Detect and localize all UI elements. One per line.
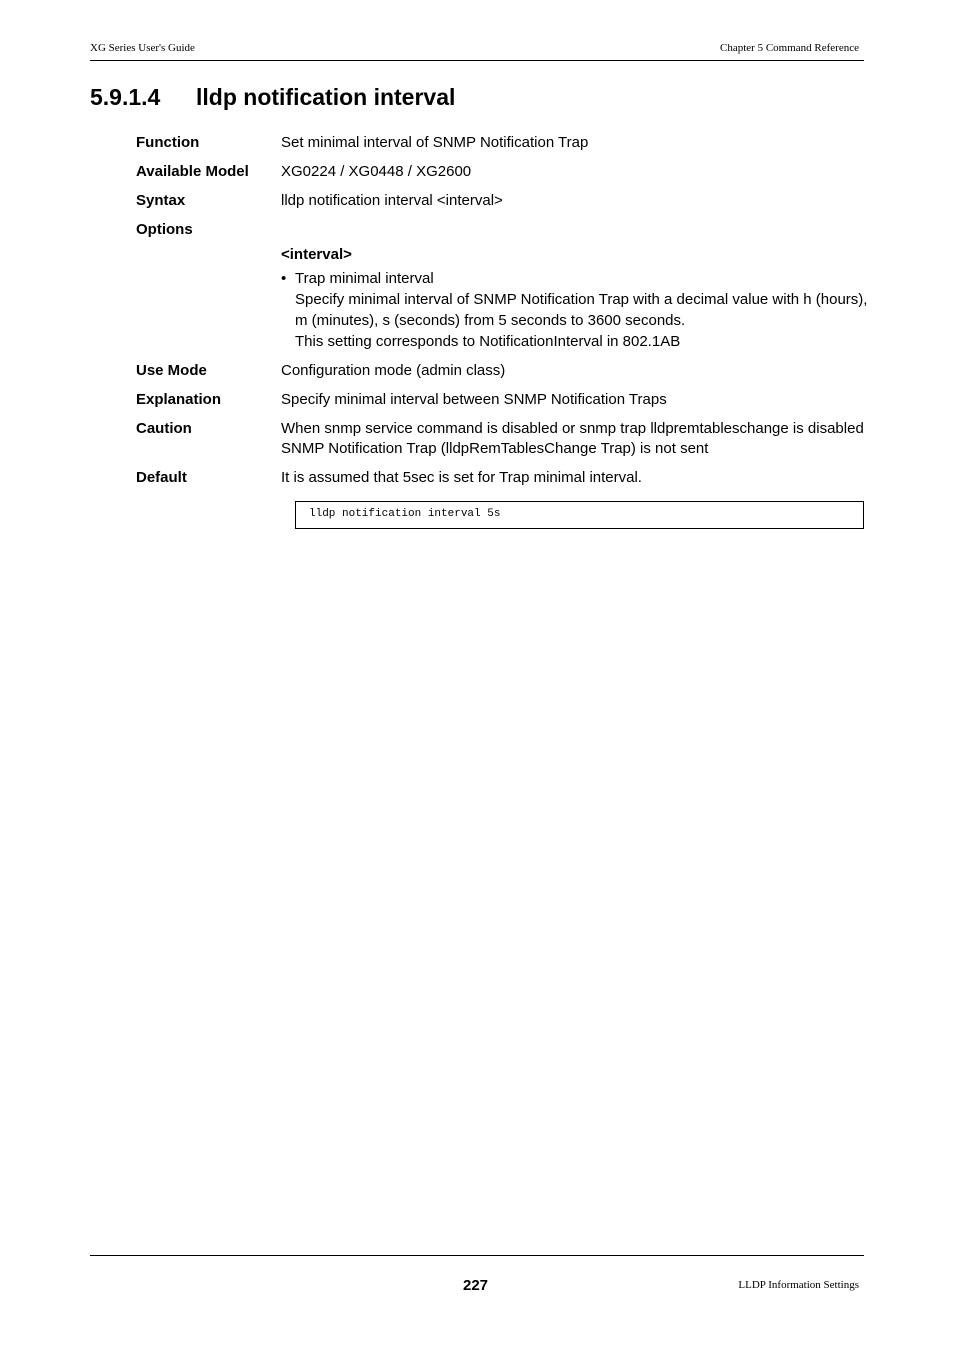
explanation-label: Explanation — [136, 391, 222, 408]
default-label: Default — [136, 469, 187, 486]
syntax-label: Syntax — [136, 192, 186, 209]
option-interval-description — [295, 289, 868, 352]
option-desc-line: m (minutes), s (seconds) from 5 seconds to 3600 seconds. — [295, 312, 686, 329]
footer-divider — [90, 1255, 864, 1256]
option-interval-name: <interval> — [281, 246, 352, 263]
function-value: Set minimal interval of SNMP Notification Trap — [281, 134, 589, 151]
use-mode-value: Configuration mode (admin class) — [281, 362, 506, 379]
header-divider — [90, 60, 864, 61]
footer-section-title: LLDP Information Settings — [738, 1279, 859, 1291]
header-chapter-title: Chapter 5 Command Reference — [720, 42, 859, 54]
available-model-value: XG0224 / XG0448 / XG2600 — [281, 163, 472, 180]
option-bullet: • — [281, 270, 287, 287]
available-model-label: Available Model — [136, 163, 249, 180]
option-desc-line: This setting corresponds to NotificationInterval in 802.1AB — [295, 333, 681, 350]
caution-line-2: SNMP Notification Trap (lldpRemTablesChange Trap) is not sent — [281, 440, 709, 457]
use-mode-label: Use Mode — [136, 362, 207, 379]
code-example-box — [295, 501, 864, 529]
syntax-value: lldp notification interval <interval> — [281, 192, 503, 209]
page-number: 227 — [463, 1277, 489, 1294]
function-label: Function — [136, 134, 200, 151]
code-example-text: lldp notification interval 5s — [309, 508, 501, 520]
header-guide-title: XG Series User's Guide — [90, 42, 195, 54]
options-label: Options — [136, 221, 193, 238]
explanation-value: Specify minimal interval between SNMP Notification Traps — [281, 391, 667, 408]
caution-line-1: When snmp service command is disabled or snmp trap lldpremtableschange is disabled — [281, 420, 864, 437]
section-title: lldp notification interval — [196, 84, 456, 110]
option-desc-line: Specify minimal interval of SNMP Notification Trap with a decimal value with h (hours), — [295, 291, 868, 308]
option-interval-item: Trap minimal interval — [295, 270, 434, 287]
default-value: It is assumed that 5sec is set for Trap minimal interval. — [281, 469, 642, 486]
caution-label: Caution — [136, 420, 192, 437]
section-heading — [90, 84, 455, 111]
section-number: 5.9.1.4 — [90, 84, 161, 110]
